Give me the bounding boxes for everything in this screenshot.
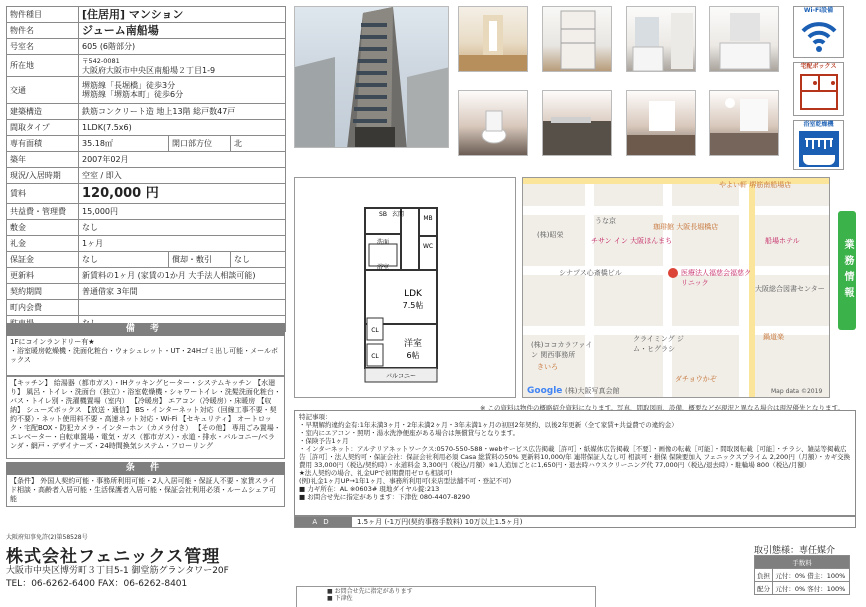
spec-label: 号室名	[7, 39, 79, 55]
spec-value	[79, 55, 286, 77]
spec-row	[7, 77, 286, 104]
spec-value: 15,000円	[79, 204, 286, 220]
spec-label: 物件名	[7, 23, 79, 39]
delivery-box-feature	[793, 62, 844, 116]
map-place-3: (株)昭栄	[537, 231, 564, 239]
spec-value: 空室 / 即入	[79, 168, 286, 184]
spec-value: 新賃料の1ヶ月 (家賃の1か月 大手法人相談可能)	[79, 268, 286, 284]
fp-label-bath: 浴室	[376, 264, 390, 271]
disclaimer: ※ この資料は物件の概略紹介資料になります。写真、間取図面、設備、概要などが現況と異なる場合は現況優先となります。	[480, 404, 844, 412]
spec-row	[7, 152, 286, 168]
map-place-8: 大阪総合図書センター	[755, 285, 825, 293]
spec-label: 間取タイプ	[7, 120, 79, 136]
notes-line: ■ お問合せ先に指定があります：下津佐 080-4407-8290	[299, 493, 470, 501]
bath-dryer-feature	[793, 120, 844, 170]
spec-row	[7, 136, 286, 152]
spec-value: 鉄筋コンクリート造 地上13階 総戸数47戸	[79, 104, 286, 120]
spec-label: 共益費・管理費	[7, 204, 79, 220]
spec-value: なし	[79, 220, 286, 236]
spec-row	[7, 7, 286, 23]
fp-label-washroom: 洗面	[376, 239, 390, 246]
spec-value-secondary: なし	[231, 252, 286, 268]
spec-value	[79, 300, 286, 316]
spec-row	[7, 120, 286, 136]
map-place-12: きいろ	[537, 363, 558, 371]
fp-label-closet-2: CL	[371, 353, 379, 360]
spec-row	[7, 236, 286, 252]
spec-row	[7, 39, 286, 55]
spec-value: 1LDK(7.5x6)	[79, 120, 286, 136]
fee-header: 手数料	[755, 556, 850, 569]
ad-row	[294, 516, 856, 528]
map-place-0: やよい軒 堺筋南船場店	[719, 181, 792, 189]
fp-label-western-room: 洋室	[403, 339, 423, 349]
area-map[interactable]	[522, 177, 830, 398]
fee-split-value: 元付：0% 客付：100%	[773, 582, 850, 595]
photo-storage	[542, 6, 612, 72]
transaction-type: 取引態様：専任媒介	[754, 546, 836, 556]
contact-line-1: ■ お問合せ先に指定があります	[327, 588, 413, 595]
map-place-7: 医療法人福慈会福慈クリニック	[681, 269, 751, 287]
delivery-box-icon	[797, 106, 841, 115]
notes-line: ・室内にエアコン・照明・湯水洗浄便座がある場合は無償貸与となります。	[299, 429, 520, 437]
fee-burden-label: 負担	[755, 569, 773, 582]
business-info-tab[interactable]: 業務情報	[838, 211, 856, 330]
company-phone: TEL：06-6262-6400 FAX：06-6262-8401	[6, 579, 188, 589]
spec-row	[7, 268, 286, 284]
spec-row	[7, 104, 286, 120]
fee-burden-value: 元付：0% 借主：100%	[773, 569, 850, 582]
spec-row	[7, 252, 286, 268]
spec-row	[7, 168, 286, 184]
spec-value: 120,000 円	[79, 184, 286, 204]
spec-label: 物件種目	[7, 7, 79, 23]
delivery-box-label: 宅配ボックス	[800, 63, 837, 70]
map-place-5: 船場ホテル	[765, 237, 800, 245]
spec-label: 建築構造	[7, 104, 79, 120]
map-place-9: (株)ココカラファイン 関西事務所	[531, 341, 593, 359]
fp-label-ldk: LDK	[404, 289, 422, 299]
wifi-label: Wi-Fi設備	[803, 7, 834, 14]
map-copyright: Map data ©2019	[771, 388, 823, 395]
contact-box	[296, 586, 596, 607]
bath-dryer-icon	[797, 162, 841, 171]
facilities-text: 【キッチン】 給湯器（都市ガス）・IHクッキングヒーター・システムキッチン 【水廻り】 風呂・トイレ・洗面台（独立）・浴室乾燥機・シャワートイレ・洗髪洗面化粧台・バス・トイレ別・洗濯機置場（室内） 【冷暖房】 エアコン（冷暖房）・床暖房 【収納】 シューズボックス 【放送・通信】 BS・インターネット対応（回線工事不要・契約不要）・ネット使用料不要・高速ネット対応・Wi-Fi 【セキュリティ】 オートロック・宅配BOX・防犯カメラ・インターホン（カメラ付き） 【その他】 専用ごみ置場・エレベーター・自転車置場・電気・ガス（都市ガス）・水道・排水・バルコニー/ベランダ・網戸・デザイナーズ・24時間換気システム・フローリング	[6, 376, 285, 459]
property-spec-table	[6, 6, 286, 332]
spec-postal: 〒542-0081	[82, 56, 120, 65]
spec-value: 35.18㎡	[79, 136, 169, 152]
wifi-icon	[799, 48, 839, 57]
fp-label-mb: MB	[423, 215, 433, 222]
spec-label-secondary: 償却・敷引	[169, 252, 231, 268]
fee-table	[754, 555, 850, 595]
building-exterior-photo	[294, 6, 449, 148]
spec-value-secondary: 北	[231, 136, 286, 152]
spec-label: 交通	[7, 77, 79, 104]
photo-ldk	[626, 90, 696, 156]
spec-row	[7, 284, 286, 300]
notes-line: ■ 力ギ所在：AL ※0603# 現地ダイヤル錠:213	[299, 485, 440, 493]
spec-label: 築年	[7, 152, 79, 168]
floor-plan	[294, 177, 516, 398]
spec-row	[7, 220, 286, 236]
map-place-14: ダチョウかぞ	[675, 375, 717, 383]
spec-line: 堺筋線「長堀橋」徒歩3分	[82, 81, 176, 90]
company-name: 株式会社フェニックス管理	[6, 547, 221, 567]
spec-label: 契約期間	[7, 284, 79, 300]
spec-row	[7, 204, 286, 220]
spec-value: ジューム南船場	[79, 23, 286, 39]
notes-line: ・保険予告1ヶ月	[299, 437, 349, 445]
fp-label-sb: SB	[379, 211, 387, 218]
spec-label: 敷金	[7, 220, 79, 236]
special-notes	[294, 410, 856, 516]
spec-value: 1ヶ月	[79, 236, 286, 252]
ad-label: AD	[295, 517, 352, 527]
fee-split-label: 配分	[755, 582, 773, 595]
photo-corridor	[458, 6, 528, 72]
conditions-text: 【条件】 外国人契約可能・事務所利用可能・2人入居可能・保証人不要・家賃スライド相談・高齢者入居可能・生活保護者入居可能・保証会社利用必須・ルームシェア可能	[6, 475, 285, 507]
photo-toilet	[458, 90, 528, 156]
spec-label: 所在地	[7, 55, 79, 77]
spec-label: 町内会費	[7, 300, 79, 316]
notes-line: (例)礼金1ヶ月UP→1年1ヶ月、事務所利用可(来店型法舗不可・登記不可)	[299, 477, 512, 485]
fp-label-wc: WC	[422, 243, 434, 250]
spec-line: 大阪府大阪市中央区南船場２丁目1-9	[82, 65, 216, 75]
ad-value: 1.5ヶ月 (-1万円(契約事務手数料) 10万以上1.5ヶ月)	[357, 518, 523, 526]
notes-line: ・インターネット：アルテリアネットワークス:0570-550-588・webサービス広告掲載［許可］・紙媒体広告掲載［不要］・画像の転載［可能］・間取図転載［可能］・チラシ、雑誌等掲載広告［許可］・法人契約可・保証会社：保証会社利用必須 Casa 総賃料の50% 更新料10,000/年 連帯保証人なし可 相談可・損保 保険要加入 フェニックスプライム 2,200円（月額）・カギ交換費用 33,000円（税込/契約時）・水道料金 3,300円（税込/月額）※1人追加ごとに1,650円・退去時ハウスクリーニング代 77,000円（税込/退去時）・駐輪場 800（税込/月額）	[299, 445, 851, 469]
contact-line-2: ■ 下津佐	[327, 595, 353, 602]
spec-line: 堺筋線「堺筋本町」徒歩6分	[82, 90, 184, 99]
map-place-13: (株)大阪写真会館	[565, 387, 620, 395]
photo-kitchen	[542, 90, 612, 156]
spec-row	[7, 184, 286, 204]
map-place-2: 珈琲館 大阪長堀橋店	[653, 223, 719, 231]
spec-value	[79, 77, 286, 104]
spec-label: 更新料	[7, 268, 79, 284]
wifi-feature	[793, 6, 844, 58]
photo-western-room	[709, 90, 779, 156]
spec-label-secondary: 開口部方位	[169, 136, 231, 152]
photo-bathroom	[709, 6, 779, 72]
map-place-4: チサン イン 大阪ほんまち	[591, 237, 673, 245]
spec-row	[7, 300, 286, 316]
fp-label-western-size: 6帖	[406, 351, 420, 360]
conditions-header: 条 件	[6, 462, 285, 475]
fp-label-closet-1: CL	[371, 327, 379, 334]
company-address: 大阪市中央区博労町３丁目5-1 御堂筋グランタワー20F	[6, 566, 229, 576]
map-google-logo: Google	[527, 386, 563, 396]
spec-value: [住居用] マンション	[79, 7, 286, 23]
spec-row	[7, 55, 286, 77]
notes-title: 特記事項：	[299, 413, 332, 421]
fp-label-balcony: バルコニー	[385, 373, 417, 380]
map-place-1: うな京	[595, 217, 616, 225]
remarks-text: 1Fにコインランドリー有★ ・浴室暖房乾燥機・洗面化粧台・ウォシュレット・UT・24Hゴミ出し可能・メールボックス	[6, 336, 285, 376]
spec-label: 賃料	[7, 184, 79, 204]
fp-label-entrance: 玄関	[391, 211, 405, 218]
spec-label: 専有面積	[7, 136, 79, 152]
spec-label: 現況/入居時期	[7, 168, 79, 184]
spec-label: 保証金	[7, 252, 79, 268]
map-place-6: シナプス心斎橋ビル	[559, 269, 622, 277]
photo-washroom	[626, 6, 696, 72]
notes-line: ★法人契約の場合、礼金UPで初期費用ゼロも相談可!	[299, 469, 453, 477]
spec-value: 605 (6階部分)	[79, 39, 286, 55]
spec-value: 普通借家 3年間	[79, 284, 286, 300]
bath-dryer-label: 浴室乾燥機	[803, 121, 834, 128]
map-place-11: 鍋道楽	[763, 333, 784, 341]
remarks-header: 備 考	[6, 323, 285, 336]
spec-label: 礼金	[7, 236, 79, 252]
map-place-10: クライミング ジム・ヒグラシ	[633, 335, 684, 353]
license-number: 大阪府知事免許(2)第58528号	[6, 534, 88, 541]
spec-value: なし	[79, 252, 169, 268]
spec-row	[7, 23, 286, 39]
spec-value: 2007年02月	[79, 152, 286, 168]
fp-label-ldk-size: 7.5帖	[402, 301, 424, 310]
notes-line: ・早期解約違約金有:1年未満3ヶ月・2年未満2ヶ月・3年未満1ヶ月の初回2年契約、以後2年更新（全て家賃+共益費での違約金）	[299, 421, 678, 429]
